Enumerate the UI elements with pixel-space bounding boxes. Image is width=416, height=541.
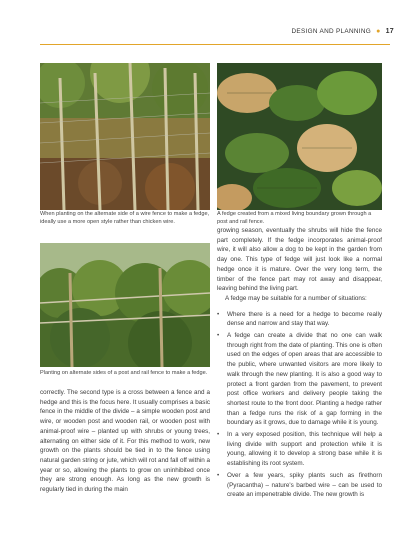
- running-header: [292, 28, 395, 35]
- list-item: • Where there is a need for a hedge to become really dense and narrow and stay that way.: [217, 310, 382, 329]
- photo-fedge-leaves: [217, 63, 382, 210]
- photo-wire-fence: [40, 63, 210, 210]
- bullet-list: [217, 310, 382, 500]
- left-paragraph: correctly. The second type is a cross between a fence and a hedge and this is the focus here. It usually comprises a basic fence in the middle of the divide – a simple wooden post and wire, or wooden post and wooden rail, or wooden post with animal-proof wire – planted up with shrubs or young trees, alternating on either side of it. For this method to work, new growth on the plants should be tied in to the fence using natural garden string or jute, which will rot and fall off within a year or so, allowing the plants to grow on uninhibited once they are strong enough. As long as the new growth is regularly tied in during the main: [40, 389, 210, 494]
- bullet-dot-icon: ●: [376, 28, 381, 35]
- list-item: • In a very exposed position, this technique will help a living divide with support and protection while it is young, allowing it to develop a strong base while it is establishing its root system.: [217, 430, 382, 469]
- header-rule: [40, 44, 390, 45]
- right-text-column: [217, 226, 382, 502]
- page-number: 17: [385, 28, 394, 35]
- section-title: DESIGN AND PLANNING: [291, 28, 372, 35]
- photo-post-rail-fedge: [40, 243, 210, 367]
- list-item: • A fedge can create a divide that no one can walk through right from the date of planting. This one is often used on the edges of open areas that are accessible to the public, where unwanted visitors are more likely to walk through the new planting. It is also a good way to protect a front garden from the pavement, to prevent post office workers and delivery people taking the shortest route to the front door. Planting a hedge rather than a fedge runs the risk of a gap forming in the boundary as it grows, due to damage while it is young.: [217, 331, 382, 428]
- right-paragraph-1: growing season, eventually the shrubs will hide the fence part completely. If the fedge incorporates animal-proof wire, it will also allow a dog to be kept in the garden from day one. This type of fedge will just look like a normal hedge once it is mature. Over the very long term, the timber of the fence part may rot away and disappear, leaving behind the living part.: [217, 227, 382, 293]
- caption-wire-fence: When planting on the alternate side of a wire fence to make a fedge, ideally use a more open style rather than chicken wire.: [40, 211, 210, 225]
- left-text-column: [40, 388, 210, 495]
- caption-fedge-leaves: A fedge created from a mixed living boundary grown through a post and rail fence.: [217, 211, 372, 225]
- right-paragraph-2: A fedge may be suitable for a number of situations:: [225, 294, 367, 302]
- list-item: • Over a few years, spiky plants such as firethorn (Pyracantha) – nature's barbed wire – can be used to create an impenetrable divide. The new growth is: [217, 471, 382, 500]
- caption-post-rail: Planting on alternate sides of a post and rail fence to make a fedge.: [40, 370, 208, 376]
